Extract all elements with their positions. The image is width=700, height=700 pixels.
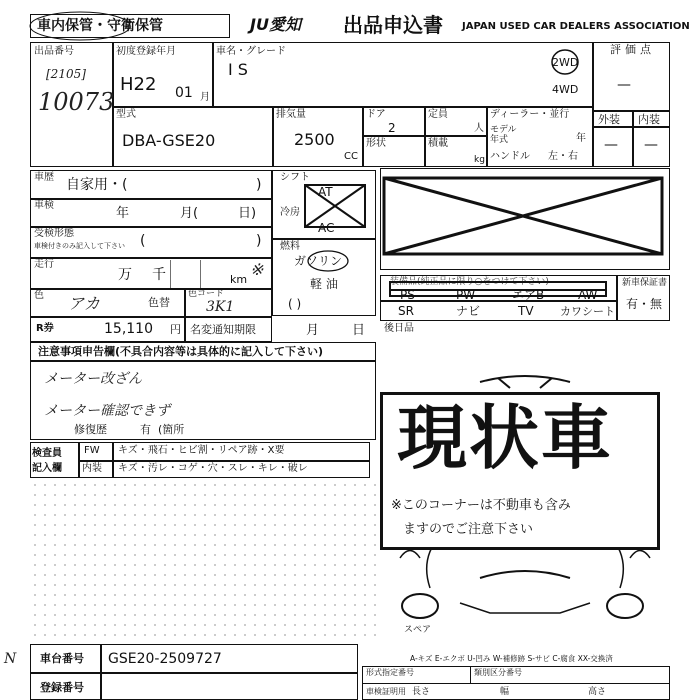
receiving-close: )	[256, 233, 262, 249]
warranty-label: 新車保証書	[622, 278, 668, 288]
option-airbag: エアB	[512, 288, 545, 302]
height-label: 高さ	[588, 687, 607, 697]
ju-logo: JU愛知	[250, 15, 301, 34]
listing-number-label: 出品番号	[34, 46, 74, 57]
displacement-unit: CC	[344, 151, 358, 162]
lane-code: [2105]	[46, 67, 86, 81]
repair-part: (箇所	[158, 423, 185, 436]
color-label: 色	[34, 290, 44, 301]
spare-label: スペア	[404, 625, 432, 635]
as-is-title: 現状車	[397, 397, 613, 479]
width-label: 幅	[500, 687, 510, 697]
inspector-interior-label: 内装	[82, 463, 102, 474]
notes-line2: メーター確認できず	[44, 403, 170, 419]
doors-label: ドア	[366, 109, 386, 120]
chassis-number: GSE20-2509727	[108, 651, 222, 667]
drive-4wd: 4WD	[552, 83, 579, 96]
ac-label: 冷房	[280, 207, 300, 218]
interior-value: —	[644, 137, 658, 153]
exterior-label: 外装	[598, 113, 620, 126]
listing-number: 10073	[38, 88, 115, 116]
as-is-note-line1: ※このコーナーは不動車も含み	[391, 498, 571, 513]
recycle-label: R券	[36, 323, 54, 334]
doors-value: 2	[388, 121, 396, 135]
option-leather-seat: カワシート	[560, 305, 615, 318]
color-code: 3K1	[206, 299, 235, 315]
size-label: 車検証明用	[366, 687, 406, 696]
vehicle-name-label: 車名・グレード	[216, 46, 286, 57]
load-unit: kg	[474, 155, 485, 165]
margin-mark: N	[4, 651, 17, 667]
recycle-unit: 円	[170, 323, 181, 336]
aftermarket-label: 後日品	[384, 323, 414, 334]
option-navi: ナビ	[456, 304, 481, 318]
model-year-label: モデル 年式	[490, 125, 517, 145]
interior-items: キズ・汚レ・コゲ・穴・スレ・キレ・破レ	[118, 463, 308, 474]
displacement-label: 排気量	[276, 109, 306, 120]
name-change-label: 名変通知期限	[190, 323, 256, 336]
load-label: 積載	[428, 138, 448, 149]
mileage-man: 万	[118, 267, 132, 283]
storage-options: 車内保管・守衛保管	[30, 14, 230, 38]
color-value: アカ	[68, 294, 100, 313]
recycle-value: 15,110	[104, 321, 153, 337]
usage-label: 車歴	[34, 172, 54, 183]
mileage-unit: km	[230, 273, 248, 286]
receiving-label: 受検形態	[34, 228, 74, 239]
as-is-stamp	[380, 392, 660, 550]
fw-items: キズ・飛石・ヒビ割・リペア跡・X要	[118, 445, 285, 456]
handle-options: 左・右	[548, 151, 578, 162]
shift-at: AT	[318, 185, 333, 199]
capacity-unit: 人	[474, 123, 484, 134]
class-cert-label: 類別区分番号	[474, 668, 522, 677]
drive-2wd: 2WD	[552, 56, 579, 69]
form-title: 出品申込書	[343, 13, 443, 37]
name-change-day: 日	[352, 323, 366, 338]
exterior-value: —	[604, 137, 618, 153]
warranty-value: 有・無	[626, 297, 663, 311]
mileage-label: 走行	[34, 259, 54, 270]
inspection-label: 車検	[34, 200, 54, 211]
repair-label: 修復歴	[74, 423, 107, 436]
fw-label: FW	[84, 445, 100, 456]
fuel-label: 燃料	[280, 241, 300, 252]
shift-ac: AC	[318, 221, 335, 235]
notes-line1: メーター改ざん	[44, 371, 142, 387]
shift-label: シフト	[280, 172, 310, 183]
sketch-grid	[30, 480, 376, 640]
faults-crossout	[382, 176, 664, 256]
option-ps: PS	[400, 288, 415, 302]
fuel-gasoline: ガソリン	[294, 254, 343, 268]
vehicle-name: I S	[228, 60, 248, 79]
registration-month-unit: 月	[200, 92, 210, 103]
mileage-sen: 千	[152, 267, 166, 283]
repair-value: 有	[140, 423, 151, 436]
storage-circle-mark	[28, 10, 128, 42]
rating-label: 評価点	[610, 43, 655, 56]
fuel-diesel: 軽 油	[310, 277, 338, 291]
fuel-other: ( )	[288, 297, 302, 311]
mileage-mark: ※	[250, 260, 264, 279]
interior-label: 内装	[638, 113, 660, 126]
handle-label: ハンドル	[490, 151, 530, 162]
notes-header: 注意事項申告欄(不具合内容等は具体的に記入して下さい)	[38, 345, 324, 358]
shape-label: 形状	[366, 138, 386, 149]
option-pw: PW	[456, 288, 476, 302]
options-header: 装備品(純正品に限り○をつけて下さい)	[390, 277, 549, 287]
option-aw: AW	[578, 288, 598, 302]
inspection-day-unit: 日)	[238, 206, 257, 221]
association-name: JAPAN USED CAR DEALERS ASSOCIATION	[462, 21, 690, 32]
as-is-note-line2: ますのでご注意下さい	[403, 522, 534, 537]
rating-value: —	[617, 77, 631, 93]
registration-era-year: H22	[120, 74, 157, 95]
usage-close: )	[256, 177, 262, 193]
registration-month: 01	[175, 85, 193, 101]
model-year-unit: 年	[576, 133, 586, 144]
chassis-label: 車台番号	[40, 652, 84, 665]
option-sr: SR	[398, 304, 414, 318]
capacity-label: 定員	[428, 109, 448, 120]
option-tv: TV	[518, 304, 534, 318]
displacement-value: 2500	[294, 130, 335, 149]
color-code-label: 色コード	[188, 289, 225, 299]
receiving-open: (	[140, 233, 146, 249]
inspection-month-unit: 月(	[180, 206, 199, 221]
inspection-year-unit: 年	[116, 206, 130, 221]
dealer-label: ディーラー・並行	[490, 109, 570, 120]
shift-crossout	[304, 184, 366, 228]
model-label: 型式	[116, 109, 136, 120]
registration-number-label: 登録番号	[40, 681, 84, 694]
type-cert-label: 形式指定番号	[366, 668, 414, 677]
receiving-note: 車検付きのみ記入して下さい	[34, 242, 125, 250]
damage-legend: A-キズ E-エクボ U-凹み W-補修跡 S-サビ C-腐食 XX-交換済	[410, 654, 613, 663]
inspector-label: 検査員 記入欄	[32, 448, 62, 474]
length-label: 長さ	[412, 687, 431, 697]
name-change-month: 月	[306, 323, 320, 338]
first-registration-label: 初度登録年月	[116, 46, 176, 57]
color-swap-label: 色替	[148, 296, 170, 309]
model-code: DBA-GSE20	[122, 131, 216, 150]
usage-value: 自家用・(	[66, 177, 128, 193]
